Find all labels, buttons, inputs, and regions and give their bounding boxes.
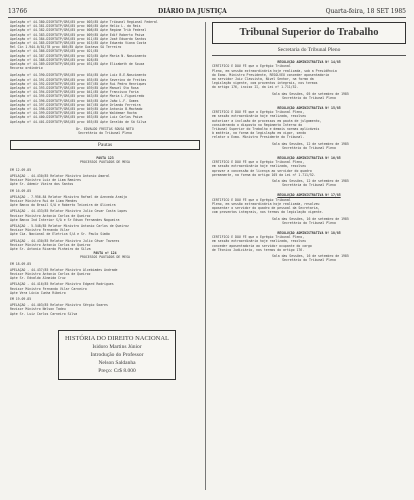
appeal-line: Apelação nº 44.385-DISRTOTP/GRS/85 proc 015/85 Apte Eduardo Viana Costa [10, 41, 147, 46]
pauta-entry-line: Apte Sr. Antonio Ricardo Pinheiro da Silva [10, 246, 91, 251]
pauta-entry-line: Revisor Ministro Fernando Vilar [10, 228, 70, 233]
session-number: PAUTA 123 [96, 156, 114, 161]
resolution-body-line: Tribunal Superior do Trabalho e demais normas aplicáveis [212, 127, 320, 132]
session-subtitle: PROCESSOS PAUTADOS DE MESA [80, 160, 130, 165]
pauta-entry-line: Revisor Ministro Antonio Carlos de Queiroz [10, 271, 91, 276]
appeal-line: Apelação nº 44.387-DISRTOTP/GRS/85 proc 023/85 Apte Maria N. Nascimento [10, 53, 147, 58]
resolution-title: RESOLUÇÃO ADMINISTRATIVA Nº 16/85 [277, 156, 341, 161]
resolution-body-line: conceder aposentadoria ao servidor ocupante do cargo [212, 243, 312, 248]
resolution-block [212, 156, 406, 187]
appeal-line: Apelação nº 44.401-DISRTOTP/GRS/85 proc 055/85 Apte Geraldo de Sá Silva [10, 119, 147, 124]
resolution-body-line: com proventos integrais, nos termos da legislação vigente. [212, 210, 324, 215]
signature-role: Secretário do Tribunal Pleno [78, 131, 132, 136]
resolutions-list [212, 60, 406, 262]
appeals-list-top [10, 20, 200, 70]
session-date: EM 16.09.85 [10, 188, 32, 193]
appeal-entry: APELAÇÃO - 44.403/85 Relator Ministro Sérgio Soares [10, 303, 108, 308]
header-rule [8, 17, 406, 18]
appeal-line: Apelação nº 44.391-DISRTOTP/GRS/85 proc 035/85 Apte Severino de Freitas [10, 77, 147, 82]
appeal-entry: APELAÇÃO - 5.548/85 Relator Ministro Antonio Carlos de Queiroz [10, 223, 129, 228]
resolution-body-line: legislação vigente, com proventos integrais, nos termos [212, 81, 318, 86]
resolution-title: RESOLUÇÃO ADMINISTRATIVA Nº 15/85 [277, 106, 341, 111]
signature-name: Dr. EDVALDO FREITAS SOUSA NETO [76, 126, 134, 131]
appeal-entry: APELAÇÃO - 7.956-84 Relator Ministro Rafael de Azevedo Araújo [10, 194, 128, 199]
resolution-signer: Secretário do Tribunal Pleno [282, 95, 336, 100]
session-subtitle: PROCESSOS PAUTADOS DE MESA [80, 255, 130, 260]
resolution-body-line: do artigo 176, inciso II, da Lei nº 1.711/52. [212, 85, 299, 90]
resolution-body-line: ao servidor Juiz Classista, Nível Senhor, na forma da [212, 77, 314, 82]
resolution-title: RESOLUÇÃO ADMINISTRATIVA Nº 14/85 [277, 60, 341, 65]
appeal-line: Apelação nº 44.393-DISRTOTP/GRS/85 proc 039/85 Apte Manuel Sta Rosa [10, 86, 139, 91]
appeal-line: Apelação nº 44.400-DISRTOTP/GRS/85 proc 053/85 Apte Luiz Carlos Paiva [10, 115, 143, 120]
appeal-line: Apelação nº 44.395-DISRTOTP/GRS/85 proc 043/85 Apte Maria L.Figueiredo [10, 94, 145, 99]
appeal-line: Apelação nº 44.399-DISRTOTP/GRS/85 proc 051/85 Apte Waldemar Rocha [10, 111, 137, 116]
resolution-block [212, 106, 406, 150]
pauta-entry-line: Revisor Ministro Rui de Lima Mendes [10, 198, 78, 203]
appeal-entry: APELAÇÃO - 44.430/85 Relator Ministro Julio César Tavares [10, 238, 120, 243]
appeal-line: Apelação nº 44.386-DISRTOTP/GRS/85 proc 021/85 [10, 49, 99, 54]
appeal-line: Apelação nº 44.383-DISRTOTP/GRS/85 proc 009/85 Apte Edif Roberto Paiva [10, 32, 145, 37]
pauta-entry-line: Revisor Ministro Antonio Carlos de Queiroz [10, 213, 91, 218]
pauta-entry-line: Apte Banco Ind Interior S/A e Sr Edson Fernandes Nogueira [10, 217, 120, 222]
resolution-body-line: relator o Exmo. Ministro Presidente do Tribunal. [212, 135, 305, 140]
appeal-line: Rel Cin 1.944-0/81/78 proc 005/85 Apte Gustavo SA Terreiro [10, 45, 122, 50]
resolution-block [212, 60, 406, 100]
ad-intro: Introdução do Professor [90, 351, 144, 358]
resolution-body-line: aposentar o servidor do quadro de pessoal da Secretaria, [212, 206, 320, 211]
session-date: EM 18.09.85 [10, 261, 32, 266]
appeal-line: Apelação nº 44.394-DISRTOTP/GRS/85 proc 041/85 Apte Francisco Faria [10, 90, 139, 95]
resolution-body-line: de Técnico Judiciário, nos termos do artigo 176. [212, 247, 305, 252]
resolution-body-line: CERTIFICO E DOU FÉ que o Egrégio Tribunal [212, 197, 291, 202]
court-title: Tribunal Superior do Trabalho [239, 27, 379, 38]
ad-price: Preço: Cr$ 8.000 [98, 367, 136, 374]
appeal-line: Apelação nº 44.380-DISRTOTP/GRS/85 proc 003/85 Apte Tribunal Regional Federal [10, 20, 158, 24]
pauta-entry-line: Apte Sr. Ademir Vieira dos Santos [10, 182, 74, 187]
pauta-entries [10, 168, 200, 316]
pauta-entry-line: Revisor Ministro Fernando Vilar Carneiro [10, 286, 87, 291]
appeal-line: Apelação nº 44.381-DISRTOTP/GRS/85 proc 005/85 Apte Helio L. do Reis [10, 24, 141, 29]
book-advertisement [58, 330, 176, 380]
appeal-entry: APELAÇÃO - 44.416/85 Relator Ministro Edgard Rodrigues [10, 282, 114, 287]
issue-date: Quarta-feira, 18 SET 1985 [325, 8, 406, 15]
session-date: EM 12.09.85 [10, 167, 32, 172]
signature-block [10, 127, 200, 135]
ad-author: Isidoro Martins Júnior [92, 343, 142, 350]
appeal-line: Apelação nº 44.389-DISRTOTP/GRS/85 proc 031/85 Apte Elizabeth de Souza [10, 62, 145, 67]
resolution-body-line: CERTIFICO E DOU FÉ que o Egrégio Tribunal Pleno, [212, 160, 305, 165]
column-divider [205, 22, 206, 490]
pauta-entry-line: Revisor Ministro Luiz de Lima Ramires [10, 178, 82, 183]
resolution-body-line: Pleno, em sessão extraordinária hoje realizada, resolveu [212, 201, 320, 206]
resolution-block [212, 193, 406, 224]
resolution-title: RESOLUÇÃO ADMINISTRATIVA Nº 17/85 [277, 193, 341, 198]
appeal-line: Apelação nº 44.396-DISRTOTP/GRS/85 proc 045/85 Apte João L.F. Gomes [10, 98, 139, 103]
pauta-entry-line: Revisor Ministro Nelson Tadeu [10, 307, 66, 312]
appeal-entry: APELAÇÃO - 44.430/85 Relator Ministro Antonio Amaral [10, 173, 110, 178]
pauta-entry-line: Apte Vera Lúcia Cunha Ribeiro [10, 290, 66, 295]
resolution-body-line: aprovar a concessão de licença ao servidor do quadro [212, 168, 312, 173]
appeal-entry: APELAÇÃO - 44.437/85 Relator Ministro Alcebiades Andrade [10, 267, 118, 272]
appeal-line: Apelação nº 44.397-DISRTOTP/GRS/85 proc 047/85 Apte Orlando Ferreira [10, 102, 141, 107]
appeal-line: Apelação nº 44.388-DISRTOTP/GRS/85 proc 028/85 [10, 57, 99, 62]
resolution-date: Sala das Sessões, 16 de setembro de 1985 [272, 216, 349, 221]
court-title-box [212, 22, 406, 44]
resolution-block [212, 231, 406, 262]
pautas-title: Pautas [97, 142, 113, 149]
journal-title: DIÁRIO DA JUSTIÇA [158, 8, 227, 15]
session-heading [10, 156, 200, 164]
section-title: Secretaria do Tribunal Pleno [212, 44, 406, 56]
resolution-signer: Secretário do Tribunal Pleno [282, 145, 336, 150]
session-number: PAUTA nº 124 [93, 251, 117, 256]
appeals-list-mid [10, 73, 200, 123]
resolution-body-line: em sessão extraordinária hoje realizada, resolveu [212, 164, 307, 169]
resolution-title: RESOLUÇÃO ADMINISTRATIVA Nº 18/85 [277, 230, 341, 235]
resolution-body-line: CERTIFICO E DOU FÉ que o Egrégio Tribunal [212, 64, 291, 69]
resolution-signer: Secretário do Tribunal Pleno [282, 220, 336, 225]
pauta-entry-line: Apte Sr. Luiz Carlos Carneiro Silva [10, 311, 78, 316]
pauta-entry-line: Revisor Ministro Antonio Carlos de Queiroz [10, 242, 91, 247]
page-number: 13766 [8, 8, 28, 15]
resolution-date: Sala das Sessões, 05 de setembro de 1985 [272, 91, 349, 96]
resolution-body-line: Pleno, em sessão extraordinária hoje realizada, sob a Presidência [212, 68, 337, 73]
pautas-heading-box [10, 140, 200, 150]
pauta-entry-line: Apte Banco do Brasil S/A e Roberto Teixeira de Oliveira [10, 203, 116, 208]
appeal-line: Apelação nº 44.382-DISRTOTP/GRS/85 proc 008/85 Apte Regime Trib Federal [10, 28, 147, 33]
appeal-entry: APELAÇÃO - 44.433/85 Relator Ministro Julio Cesar Costa Lopes [10, 209, 128, 214]
left-column [10, 20, 200, 492]
resolution-date: Sala das Sessões, 16 de setembro de 1985 [272, 253, 349, 258]
resolution-body-line: à matéria, na forma da legislação em vigor, sendo [212, 131, 307, 136]
resolution-body-line: CERTIFICO E DOU FÉ que o Egrégio Tribunal Pleno, [212, 235, 305, 240]
resolution-date: Sala das Sessões, 12 de setembro de 1985 [272, 141, 349, 146]
ad-title: HISTÓRIA DO DIREITO NACIONAL [64, 334, 170, 342]
resolution-body-line: do Exmo. Ministro Presidente, RESOLVEU conceder aposentadoria [212, 72, 330, 77]
resolution-body-line: autorizar a inclusão de processos em pauta de julgamento, [212, 118, 322, 123]
resolution-body-line: considerando o disposto no Regimento Interno do [212, 122, 303, 127]
appeal-line: Apelação nº 44.384-DISRTOTP/GRS/85 proc 011/85 Apte José Eduardo Santos [10, 36, 147, 41]
resolution-date: Sala das Sessões, 12 de setembro de 1985 [272, 179, 349, 184]
session-date: EM 19.09.85 [10, 296, 32, 301]
resolution-body-line: permanente, na forma do artigo 105 da Lei nº 1.711/52. [212, 172, 316, 177]
appeal-line: Apelação nº 44.392-DISRTOTP/GRS/85 proc 037/85 Apte Rui Pedro Henriques [10, 81, 147, 86]
appeal-line: Apelação nº 44.390-DISRTOTP/GRS/85 proc 034/85 Apte Luiz B.E.Nascimento [10, 73, 147, 78]
right-column [212, 20, 406, 492]
resolution-signer: Secretária do Tribunal Pleno [282, 183, 336, 188]
resolution-signer: Secretário do Tribunal Pleno [282, 258, 336, 263]
pauta-entry-line: Apte Cia. Nacional de Eletrica S/A e Sr. Paulo Simão [10, 232, 110, 237]
pauta-entry-line: Apte Sr. Edvaldo Almeida Cruz [10, 276, 66, 281]
appeal-line: Recurso ordinário [10, 66, 43, 71]
ad-intro-author: Nelson Saldanha [98, 359, 136, 366]
resolution-body-line: CERTIFICO E DOU FÉ que o Egrégio Tribunal Pleno, [212, 110, 305, 115]
resolution-body-line: em sessão extraordinária hoje realizada, resolveu [212, 239, 307, 244]
resolution-body-line: em sessão extraordinária hoje realizada, resolveu [212, 114, 307, 119]
appeal-line: Apelação nº 44.398-DISRTOTP/GRS/85 proc 049/85 Apte Antonio B.Machado [10, 107, 143, 112]
